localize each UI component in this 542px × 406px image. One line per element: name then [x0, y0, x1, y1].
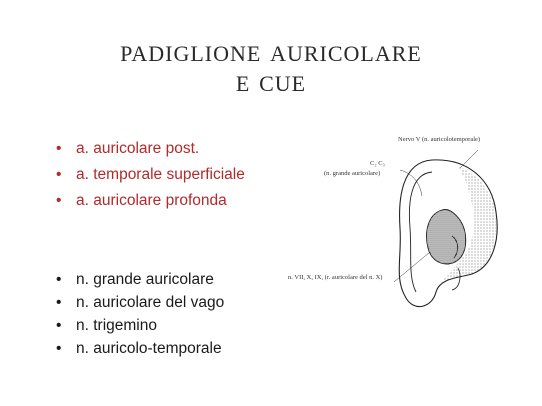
bullet-icon: • [56, 271, 62, 288]
ear-drawing-icon [282, 128, 522, 318]
label-c2c3: C₂ C₃ [370, 160, 385, 167]
bullet-icon: • [56, 317, 62, 334]
nerve-label: n. trigemino [76, 317, 157, 334]
bullet-icon: • [56, 294, 62, 311]
bullet-icon: • [56, 166, 62, 183]
bullet-icon: • [56, 192, 62, 209]
artery-label: a. temporale superficiale [76, 166, 245, 183]
nerve-label: n. grande auricolare [76, 271, 214, 288]
label-nervo-v: Nervo V (n. auricolotemporale) [398, 136, 481, 143]
nerve-label: n. auricolo-temporale [76, 340, 222, 357]
title-line-2: e cue [235, 63, 307, 98]
artery-label: a. auricolare profonda [76, 192, 227, 209]
list-item-artery [54, 165, 276, 184]
bullet-icon: • [56, 140, 62, 157]
list-item-nerve [54, 270, 306, 290]
list-item-artery [54, 191, 276, 210]
bullet-icon: • [56, 340, 62, 357]
title-line-1: padiglione auricolare [120, 33, 422, 68]
ear-illustration [282, 128, 522, 318]
list-item-artery [54, 139, 276, 158]
label-vago: n. VII, X, IX, (r. auricolare del n. X) [288, 274, 383, 281]
list-item-nerve [54, 339, 306, 359]
arteries-list [54, 139, 276, 217]
label-grande-auricolare: (n. grande auricolare) [324, 170, 381, 177]
nerves-list [54, 270, 306, 362]
artery-label: a. auricolare post. [76, 140, 200, 157]
list-item-nerve [54, 316, 306, 336]
nerve-label: n. auricolare del vago [76, 294, 225, 311]
slide-title [0, 33, 542, 98]
list-item-nerve [54, 293, 306, 313]
